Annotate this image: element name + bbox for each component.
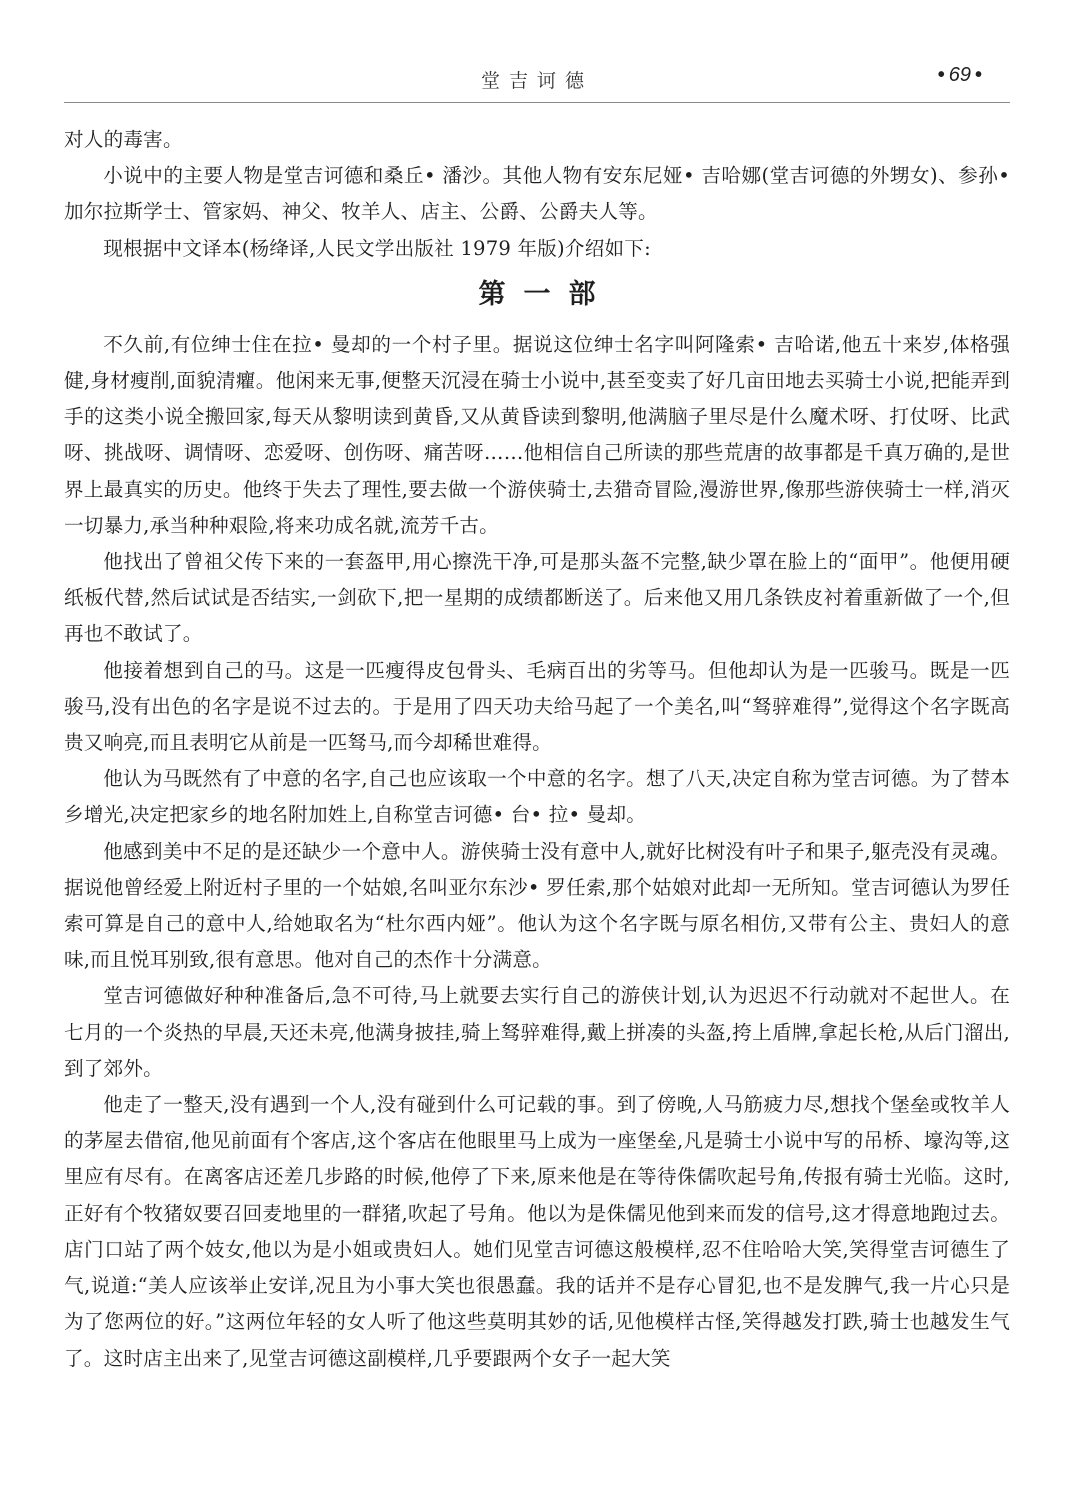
bullet-icon: • (937, 64, 945, 86)
page-header (64, 62, 1010, 103)
story-paragraph: 他找出了曾祖父传下来的一套盔甲,用心擦洗干净,可是那头盔不完整,缺少罩在脸上的“面甲”。他便用硬纸板代替,然后试试是否结实,一剑砍下,把一星期的成绩都断送了。后来他又用几条铁皮衬着重新做了一个,但再也不敢试了。 (64, 550, 1010, 646)
page-number-value: 69 (948, 64, 971, 86)
bullet-icon: • (974, 64, 982, 86)
intro-paragraph-1: 对人的毒害。 (64, 128, 183, 151)
section-heading: 第一部 (478, 278, 614, 310)
page-number (934, 64, 986, 87)
story-paragraph: 他认为马既然有了中意的名字,自己也应该取一个中意的名字。想了八天,决定自称为堂吉诃德。为了替本乡增光,决定把家乡的地名附加姓上,自称堂吉诃德• 台• 拉• 曼却。 (64, 767, 1010, 827)
running-title: 堂吉诃德 (480, 70, 593, 92)
intro-paragraph-2: 小说中的主要人物是堂吉诃德和桑丘• 潘沙。其他人物有安东尼娅• 吉哈娜(堂吉诃德的外甥女)、参孙• 加尔拉斯学士、管家妈、神父、牧羊人、店主、公爵、公爵夫人等。 (64, 164, 1010, 224)
intro-paragraph-3: 现根据中文译本(杨绛译,人民文学出版社 1979 年版)介绍如下: (103, 236, 651, 260)
story-paragraph: 他走了一整天,没有遇到一个人,没有碰到什么可记载的事。到了傍晚,人马筋疲力尽,想找个堡垒或牧羊人的茅屋去借宿,他见前面有个客店,这个客店在他眼里马上成为一座堡垒,凡是骑士小说中写的吊桥、壕沟等,这里应有尽有。在离客店还差几步路的时候,他停了下来,原来他是在等待侏儒吹起号角,传报有骑士光临。这时,正好有个牧猪奴要召回麦地里的一群猪,吹起了号角。他以为是侏儒见他到来而发的信号,这才得意地跑过去。店门口站了两个妓女,他以为是小姐或贵妇人。她们见堂吉诃德这般模样,忍不住哈哈大笑,笑得堂吉诃德生了气,说道:“美人应该举止安详,况且为小事大笑也很愚蠢。我的话并不是存心冒犯,也不是发脾气,我一片心只是为了您两位的好。”这两位年轻的女人听了他这些莫明其妙的话,见他模样古怪,笑得越发打跌,骑士也越发生气了。这时店主出来了,见堂吉诃德这副模样,几乎要跟两个女子一起大笑 (64, 1093, 1010, 1370)
story-paragraph: 不久前,有位绅士住在拉• 曼却的一个村子里。据说这位绅士名字叫阿隆索• 吉哈诺,他五十来岁,体格强健,身材瘦削,面貌清癯。他闲来无事,便整天沉浸在骑士小说中,甚至变卖了好几亩田地去买骑士小说,把能弄到手的这类小说全搬回家,每天从黎明读到黄昏,又从黄昏读到黎明,他满脑子里尽是什么魔术呀、打仗呀、比武呀、挑战呀、调情呀、恋爱呀、创伤呀、痛苦呀……他相信自己所读的那些荒唐的故事都是千真万确的,是世界上最真实的历史。他终于失去了理性,要去做一个游侠骑士,去猎奇冒险,漫游世界,像那些游侠骑士一样,消灭一切暴力,承当种种艰险,将来功成名就,流芳千古。 (64, 332, 1010, 537)
body-text (64, 122, 1010, 1377)
story-paragraph: 堂吉诃德做好种种准备后,急不可待,马上就要去实行自己的游侠计划,认为迟迟不行动就对不起世人。在七月的一个炎热的早晨,天还未亮,他满身披挂,骑上驽骍难得,戴上拼凑的头盔,挎上盾牌,拿起长枪,从后门溜出,到了郊外。 (64, 984, 1010, 1080)
story-paragraph: 他接着想到自己的马。这是一匹瘦得皮包骨头、毛病百出的劣等马。但他却认为是一匹骏马。既是一匹骏马,没有出色的名字是说不过去的。于是用了四天功夫给马起了一个美名,叫“驽骍难得”,觉得这个名字既高贵又响亮,而且表明它从前是一匹驽马,而今却稀世难得。 (64, 658, 1010, 755)
story-paragraph: 他感到美中不足的是还缺少一个意中人。游侠骑士没有意中人,就好比树没有叶子和果子,躯壳没有灵魂。据说他曾经爱上附近村子里的一个姑娘,名叫亚尔东沙• 罗任索,那个姑娘对此却一无所知。堂吉诃德认为罗任索可算是自己的意中人,给她取名为“杜尔西内娅”。他认为这个名字既与原名相仿,又带有公主、贵妇人的意味,而且悦耳别致,很有意思。他对自己的杰作十分满意。 (64, 839, 1010, 972)
